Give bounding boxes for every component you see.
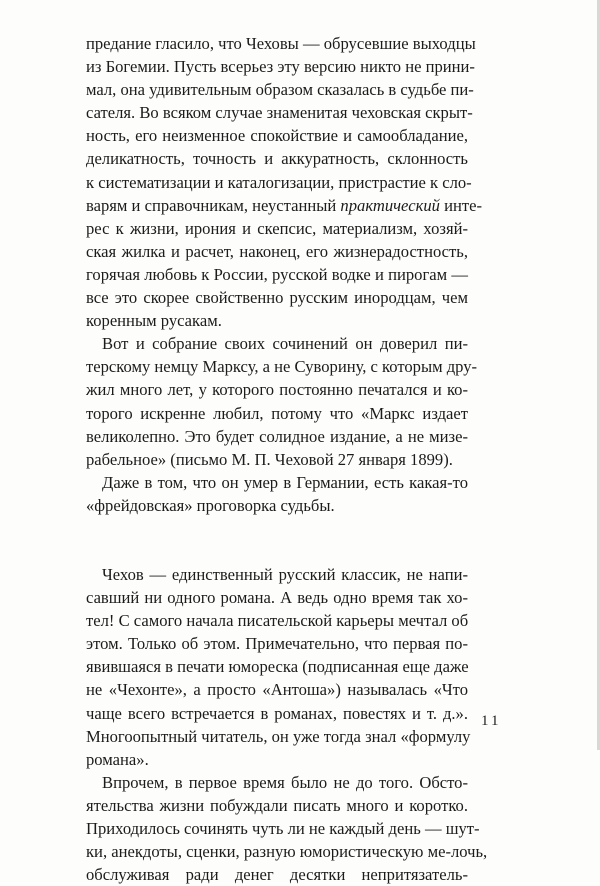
paragraph (86, 332, 478, 471)
text-line: ятельства жизни побуждали писать много и коротко. (86, 795, 468, 815)
text-line: этом. Только об этом. Примечательно, что первая по- (86, 634, 468, 654)
body-text (86, 32, 488, 886)
text-line: все это скорее свойственно русским инородцам, чем (86, 288, 468, 308)
text-line: мал, она удивительным образом сказалась в судьбе пи- (86, 80, 474, 100)
text-line: Впрочем, в первое время было не до того. Обсто- (102, 772, 468, 792)
paragraph (86, 32, 482, 332)
text-line: жил много лет, у которого постоянно печатался и ко- (86, 380, 468, 400)
text-line: явившаяся в печати юмореска (подписанная еще даже (86, 657, 469, 677)
page-number: 11 (481, 713, 502, 729)
text-line: «фрейдовская» проговорка судьбы. (86, 495, 335, 515)
text-line: коренным русакам. (86, 311, 222, 331)
text-line: Вот и собрание своих сочинений он доверил пи- (102, 334, 468, 354)
text-line: великолепно. Это будет солидное издание, а не мизе- (86, 426, 468, 446)
text-line: деликатность, точность и аккуратность, склонность (86, 149, 468, 169)
paragraph (86, 471, 468, 517)
text-line: Чехов — единственный русский классик, не напи- (102, 564, 468, 584)
text-line: обслуживая ради денег десятки непритязатель- (86, 865, 468, 885)
text-line: к систематизации и каталогизации, пристрастие к сло- (86, 172, 472, 192)
text-line: ская жилка и расчет, наконец, его жизнерадостность, (86, 241, 468, 261)
text-line: Даже в том, что он умер в Германии, есть какая-то (102, 472, 468, 492)
text-line: рабельное» (письмо М. П. Чеховой 27 января 1899). (86, 449, 453, 469)
text-line: варям и справочникам, неустанный практический инте- (86, 195, 482, 215)
text-line: рес к жизни, ирония и скепсис, материализм, хозяй- (86, 218, 468, 238)
text-line: торого искренне любил, потому что «Маркс издает (86, 403, 468, 423)
text-line: тел! С самого начала писательской карьеры мечтал об (86, 611, 469, 631)
text-line: предание гласило, что Чеховы — обрусевшие выходцы (86, 34, 476, 53)
text-line: Многоопытный читатель, он уже тогда знал «формулу (86, 726, 471, 746)
text-line: терскому немцу Марксу, а не Суворину, с которым дру- (86, 357, 478, 377)
text-line: Приходилось сочинять чуть ли не каждый день — шут- (86, 819, 480, 838)
paragraph (86, 771, 488, 886)
section-break (86, 517, 468, 563)
text-line: не «Чехонте», а просто «Антоша») называлась «Что (86, 680, 468, 700)
text-line: из Богемии. Пусть всерьез эту версию никто не прини- (86, 57, 475, 77)
text-line: романа». (86, 749, 149, 769)
text-line: сателя. Во всяком случае знаменитая чеховская скрыт- (86, 103, 473, 123)
text-line: горячая любовь к России, русской водке и пирогам — (86, 264, 468, 284)
text-line: ки, анекдоты, сценки, разную юмористическую ме-лочь, (86, 842, 488, 862)
paragraph (86, 563, 471, 771)
text-line: чаще всего встречается в романах, повестях и т. д.». (86, 703, 468, 723)
text-line: ность, его неизменное спокойствие и самообладание, (86, 126, 468, 146)
text-line: савший ни одного романа. А ведь одно время так хо- (86, 588, 468, 608)
